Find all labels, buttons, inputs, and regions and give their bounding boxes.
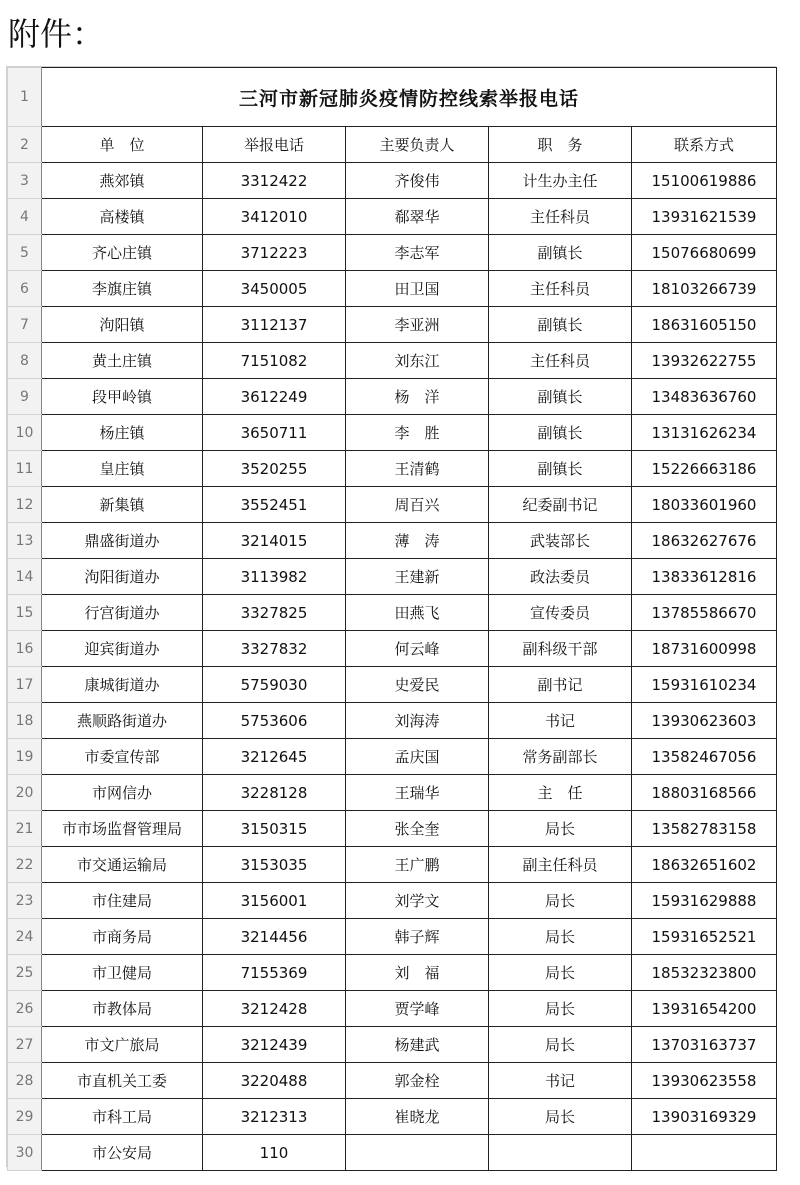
row-number[interactable]: 15 [8, 595, 42, 631]
header-position: 职 务 [489, 127, 632, 163]
table-row [8, 1099, 777, 1135]
cell-unit: 迎宾街道办 [42, 631, 203, 667]
cell-unit: 市委宣传部 [42, 739, 203, 775]
table-row [8, 847, 777, 883]
cell-unit: 鼎盛街道办 [42, 523, 203, 559]
cell-unit: 齐心庄镇 [42, 235, 203, 271]
table-row [8, 343, 777, 379]
cell-contact: 15931629888 [632, 883, 777, 919]
cell-position: 副科级干部 [489, 631, 632, 667]
cell-contact: 13932622755 [632, 343, 777, 379]
row-number[interactable]: 28 [8, 1063, 42, 1099]
row-number[interactable]: 8 [8, 343, 42, 379]
cell-responsible-person: 李亚洲 [346, 307, 489, 343]
cell-contact: 18631605150 [632, 307, 777, 343]
cell-contact: 13582467056 [632, 739, 777, 775]
cell-responsible-person: 张全奎 [346, 811, 489, 847]
cell-responsible-person: 杨建武 [346, 1027, 489, 1063]
cell-report-phone: 3212428 [203, 991, 346, 1027]
cell-report-phone: 3156001 [203, 883, 346, 919]
cell-responsible-person: 薄 涛 [346, 523, 489, 559]
row-number[interactable]: 27 [8, 1027, 42, 1063]
row-number[interactable]: 4 [8, 199, 42, 235]
row-number[interactable]: 12 [8, 487, 42, 523]
cell-report-phone: 3650711 [203, 415, 346, 451]
cell-unit: 新集镇 [42, 487, 203, 523]
cell-report-phone: 5759030 [203, 667, 346, 703]
cell-responsible-person: 史爱民 [346, 667, 489, 703]
cell-contact: 13703163737 [632, 1027, 777, 1063]
cell-contact: 15931610234 [632, 667, 777, 703]
cell-contact: 18033601960 [632, 487, 777, 523]
cell-report-phone: 3412010 [203, 199, 346, 235]
cell-report-phone: 3212439 [203, 1027, 346, 1063]
cell-responsible-person: 刘东江 [346, 343, 489, 379]
cell-responsible-person: 孟庆国 [346, 739, 489, 775]
cell-report-phone: 3327825 [203, 595, 346, 631]
cell-unit: 市网信办 [42, 775, 203, 811]
cell-position: 局长 [489, 811, 632, 847]
cell-responsible-person: 刘学文 [346, 883, 489, 919]
cell-unit: 李旗庄镇 [42, 271, 203, 307]
cell-position: 书记 [489, 703, 632, 739]
cell-responsible-person: 郭金栓 [346, 1063, 489, 1099]
cell-position [489, 1135, 632, 1171]
cell-position: 武装部长 [489, 523, 632, 559]
row-number[interactable]: 22 [8, 847, 42, 883]
row-number[interactable]: 30 [8, 1135, 42, 1171]
row-number[interactable]: 25 [8, 955, 42, 991]
row-number[interactable]: 6 [8, 271, 42, 307]
cell-position: 局长 [489, 1027, 632, 1063]
cell-contact: 15226663186 [632, 451, 777, 487]
cell-position: 局长 [489, 991, 632, 1027]
cell-unit: 皇庄镇 [42, 451, 203, 487]
cell-position: 局长 [489, 883, 632, 919]
row-number[interactable]: 19 [8, 739, 42, 775]
cell-responsible-person: 田燕飞 [346, 595, 489, 631]
cell-responsible-person: 周百兴 [346, 487, 489, 523]
cell-responsible-person: 韩子辉 [346, 919, 489, 955]
spreadsheet [6, 66, 776, 1167]
attachment-label: 附件： [8, 15, 105, 53]
cell-report-phone: 3153035 [203, 847, 346, 883]
table-row [8, 1135, 777, 1171]
cell-position: 局长 [489, 1099, 632, 1135]
table-row [8, 703, 777, 739]
cell-unit: 市市场监督管理局 [42, 811, 203, 847]
cell-contact: 13930623603 [632, 703, 777, 739]
cell-contact: 13931654200 [632, 991, 777, 1027]
cell-unit: 泃阳街道办 [42, 559, 203, 595]
cell-responsible-person: 刘海涛 [346, 703, 489, 739]
cell-responsible-person: 崔晓龙 [346, 1099, 489, 1135]
cell-contact: 13931621539 [632, 199, 777, 235]
cell-report-phone: 3212313 [203, 1099, 346, 1135]
cell-contact: 13833612816 [632, 559, 777, 595]
cell-unit: 高楼镇 [42, 199, 203, 235]
row-number[interactable]: 10 [8, 415, 42, 451]
table-row [8, 523, 777, 559]
cell-position: 主任科员 [489, 271, 632, 307]
cell-unit: 段甲岭镇 [42, 379, 203, 415]
cell-contact: 18532323800 [632, 955, 777, 991]
cell-contact: 13582783158 [632, 811, 777, 847]
cell-report-phone: 3312422 [203, 163, 346, 199]
cell-position: 计生办主任 [489, 163, 632, 199]
cell-responsible-person: 王建新 [346, 559, 489, 595]
cell-responsible-person: 王瑞华 [346, 775, 489, 811]
header-row [8, 127, 777, 163]
row-number[interactable]: 2 [8, 127, 42, 163]
cell-position: 副镇长 [489, 379, 632, 415]
table-row [8, 1063, 777, 1099]
cell-report-phone: 5753606 [203, 703, 346, 739]
row-number[interactable]: 18 [8, 703, 42, 739]
cell-contact: 18632627676 [632, 523, 777, 559]
cell-responsible-person [346, 1135, 489, 1171]
cell-report-phone: 3552451 [203, 487, 346, 523]
table-row [8, 919, 777, 955]
cell-contact: 13785586670 [632, 595, 777, 631]
cell-unit: 市教体局 [42, 991, 203, 1027]
cell-unit: 黄土庄镇 [42, 343, 203, 379]
row-number[interactable]: 14 [8, 559, 42, 595]
cell-report-phone: 3113982 [203, 559, 346, 595]
table-row [8, 415, 777, 451]
cell-contact: 18731600998 [632, 631, 777, 667]
cell-report-phone: 3212645 [203, 739, 346, 775]
cell-position: 副书记 [489, 667, 632, 703]
table-row [8, 487, 777, 523]
cell-position: 副主任科员 [489, 847, 632, 883]
table-row [8, 955, 777, 991]
table-row [8, 451, 777, 487]
cell-report-phone: 3450005 [203, 271, 346, 307]
table-row [8, 199, 777, 235]
cell-position: 常务副部长 [489, 739, 632, 775]
hotline-table [7, 67, 777, 1171]
cell-contact: 15076680699 [632, 235, 777, 271]
cell-unit: 市科工局 [42, 1099, 203, 1135]
cell-unit: 市商务局 [42, 919, 203, 955]
cell-report-phone: 3220488 [203, 1063, 346, 1099]
cell-responsible-person: 田卫国 [346, 271, 489, 307]
cell-position: 主 任 [489, 775, 632, 811]
cell-responsible-person: 李 胜 [346, 415, 489, 451]
row-number[interactable]: 1 [8, 68, 42, 127]
cell-contact: 15931652521 [632, 919, 777, 955]
cell-contact: 18632651602 [632, 847, 777, 883]
cell-report-phone: 3214456 [203, 919, 346, 955]
cell-responsible-person: 刘 福 [346, 955, 489, 991]
cell-responsible-person: 李志军 [346, 235, 489, 271]
cell-contact: 13483636760 [632, 379, 777, 415]
cell-position: 纪委副书记 [489, 487, 632, 523]
cell-responsible-person: 杨 洋 [346, 379, 489, 415]
table-row [8, 883, 777, 919]
table-row [8, 379, 777, 415]
table-row [8, 739, 777, 775]
cell-unit: 康城街道办 [42, 667, 203, 703]
table-row [8, 991, 777, 1027]
cell-contact [632, 1135, 777, 1171]
cell-unit: 燕郊镇 [42, 163, 203, 199]
table-row [8, 163, 777, 199]
cell-report-phone: 7151082 [203, 343, 346, 379]
cell-position: 局长 [489, 919, 632, 955]
table-row [8, 631, 777, 667]
row-number[interactable]: 9 [8, 379, 42, 415]
table-row [8, 667, 777, 703]
header-responsible-person: 主要负责人 [346, 127, 489, 163]
cell-report-phone: 3327832 [203, 631, 346, 667]
table-row [8, 811, 777, 847]
row-number[interactable]: 16 [8, 631, 42, 667]
cell-report-phone: 3520255 [203, 451, 346, 487]
cell-unit: 市文广旅局 [42, 1027, 203, 1063]
table-row [8, 271, 777, 307]
cell-position: 政法委员 [489, 559, 632, 595]
header-contact: 联系方式 [632, 127, 777, 163]
cell-responsible-person: 齐俊伟 [346, 163, 489, 199]
cell-unit: 市直机关工委 [42, 1063, 203, 1099]
cell-position: 副镇长 [489, 307, 632, 343]
row-number[interactable]: 26 [8, 991, 42, 1027]
row-number[interactable]: 29 [8, 1099, 42, 1135]
cell-unit: 泃阳镇 [42, 307, 203, 343]
table-row [8, 307, 777, 343]
cell-report-phone: 3612249 [203, 379, 346, 415]
header-unit: 单 位 [42, 127, 203, 163]
cell-contact: 18803168566 [632, 775, 777, 811]
header-report-phone: 举报电话 [203, 127, 346, 163]
cell-report-phone: 3112137 [203, 307, 346, 343]
row-number[interactable]: 3 [8, 163, 42, 199]
cell-contact: 15100619886 [632, 163, 777, 199]
cell-unit: 行宫街道办 [42, 595, 203, 631]
cell-position: 书记 [489, 1063, 632, 1099]
cell-position: 副镇长 [489, 415, 632, 451]
cell-report-phone: 110 [203, 1135, 346, 1171]
row-number[interactable]: 24 [8, 919, 42, 955]
table-row [8, 235, 777, 271]
table-title: 三河市新冠肺炎疫情防控线索举报电话 [42, 68, 777, 127]
cell-responsible-person: 郗翠华 [346, 199, 489, 235]
row-number[interactable]: 11 [8, 451, 42, 487]
cell-responsible-person: 何云峰 [346, 631, 489, 667]
row-number[interactable]: 17 [8, 667, 42, 703]
row-number[interactable]: 23 [8, 883, 42, 919]
cell-responsible-person: 贾学峰 [346, 991, 489, 1027]
cell-contact: 13930623558 [632, 1063, 777, 1099]
cell-unit: 市交通运输局 [42, 847, 203, 883]
title-row [8, 68, 777, 127]
table-row [8, 1027, 777, 1063]
cell-report-phone: 3214015 [203, 523, 346, 559]
cell-position: 副镇长 [489, 451, 632, 487]
cell-unit: 市住建局 [42, 883, 203, 919]
row-number[interactable]: 21 [8, 811, 42, 847]
cell-position: 副镇长 [489, 235, 632, 271]
cell-report-phone: 3150315 [203, 811, 346, 847]
cell-position: 宣传委员 [489, 595, 632, 631]
cell-position: 局长 [489, 955, 632, 991]
cell-report-phone: 3712223 [203, 235, 346, 271]
cell-position: 主任科员 [489, 199, 632, 235]
cell-responsible-person: 王清鹤 [346, 451, 489, 487]
table-row [8, 595, 777, 631]
row-number[interactable]: 7 [8, 307, 42, 343]
cell-report-phone: 3228128 [203, 775, 346, 811]
cell-unit: 燕顺路街道办 [42, 703, 203, 739]
cell-position: 主任科员 [489, 343, 632, 379]
table-row [8, 775, 777, 811]
cell-responsible-person: 王广鹏 [346, 847, 489, 883]
cell-unit: 杨庄镇 [42, 415, 203, 451]
cell-unit: 市公安局 [42, 1135, 203, 1171]
cell-contact: 13903169329 [632, 1099, 777, 1135]
row-number[interactable]: 13 [8, 523, 42, 559]
cell-contact: 18103266739 [632, 271, 777, 307]
table-row [8, 559, 777, 595]
row-number[interactable]: 5 [8, 235, 42, 271]
cell-contact: 13131626234 [632, 415, 777, 451]
row-number[interactable]: 20 [8, 775, 42, 811]
cell-report-phone: 7155369 [203, 955, 346, 991]
cell-unit: 市卫健局 [42, 955, 203, 991]
